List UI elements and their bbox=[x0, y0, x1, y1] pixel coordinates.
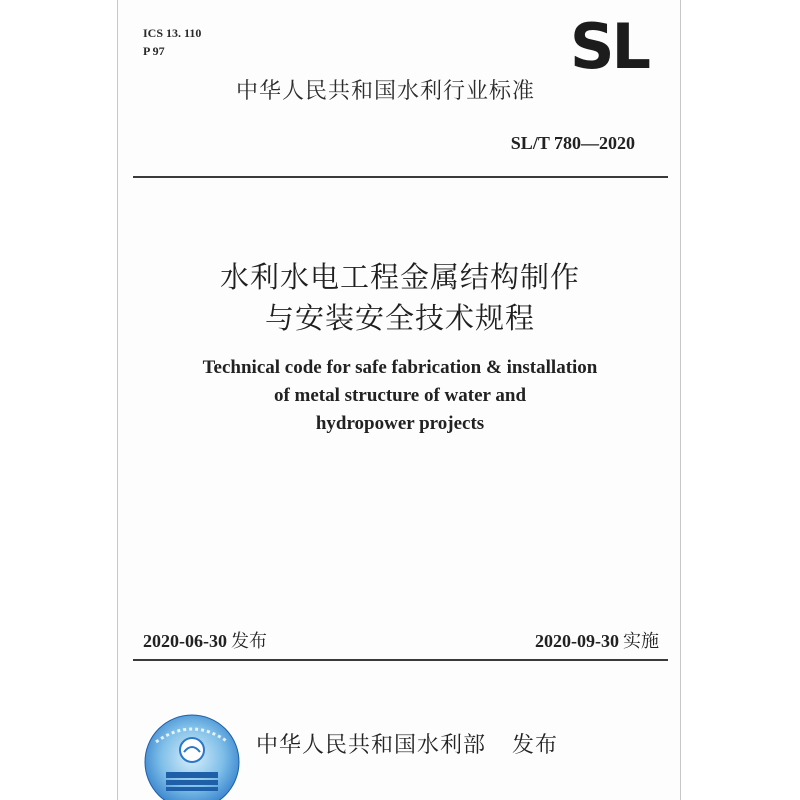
issue-date: 2020-06-30 bbox=[143, 631, 227, 651]
bottom-divider bbox=[133, 659, 668, 661]
sl-logo-icon bbox=[561, 20, 657, 72]
category-code: P 97 bbox=[143, 44, 165, 58]
chinese-title-line-1: 水利水电工程金属结构制作 bbox=[219, 260, 580, 294]
issue-date-block bbox=[143, 627, 267, 653]
ics-code: ICS 13. 110 bbox=[143, 26, 202, 40]
sl-logo-text: SL bbox=[569, 20, 649, 72]
standard-type: 中华人民共和国水利行业标准 bbox=[236, 79, 536, 104]
top-divider bbox=[133, 176, 668, 178]
anti-counterfeit-sticker-icon bbox=[142, 712, 242, 800]
english-title-line-2: of metal structure of water and bbox=[273, 385, 527, 406]
english-title-line-1: Technical code for safe fabrication & installation bbox=[202, 357, 598, 378]
standard-code: SL/T 780—2020 bbox=[510, 133, 635, 153]
issuer-block bbox=[256, 728, 558, 759]
implement-date-block bbox=[535, 627, 659, 653]
classification-block bbox=[143, 24, 201, 60]
issuer-name: 中华人民共和国水利部 bbox=[256, 733, 487, 758]
issue-label: 发布 bbox=[231, 631, 267, 652]
implement-date: 2020-09-30 bbox=[535, 631, 619, 651]
issuer-verb: 发布 bbox=[512, 733, 559, 758]
chinese-title-line-2: 与安装安全技术规程 bbox=[264, 301, 535, 335]
implement-label: 实施 bbox=[623, 631, 659, 652]
english-title-line-3: hydropower projects bbox=[315, 413, 485, 434]
